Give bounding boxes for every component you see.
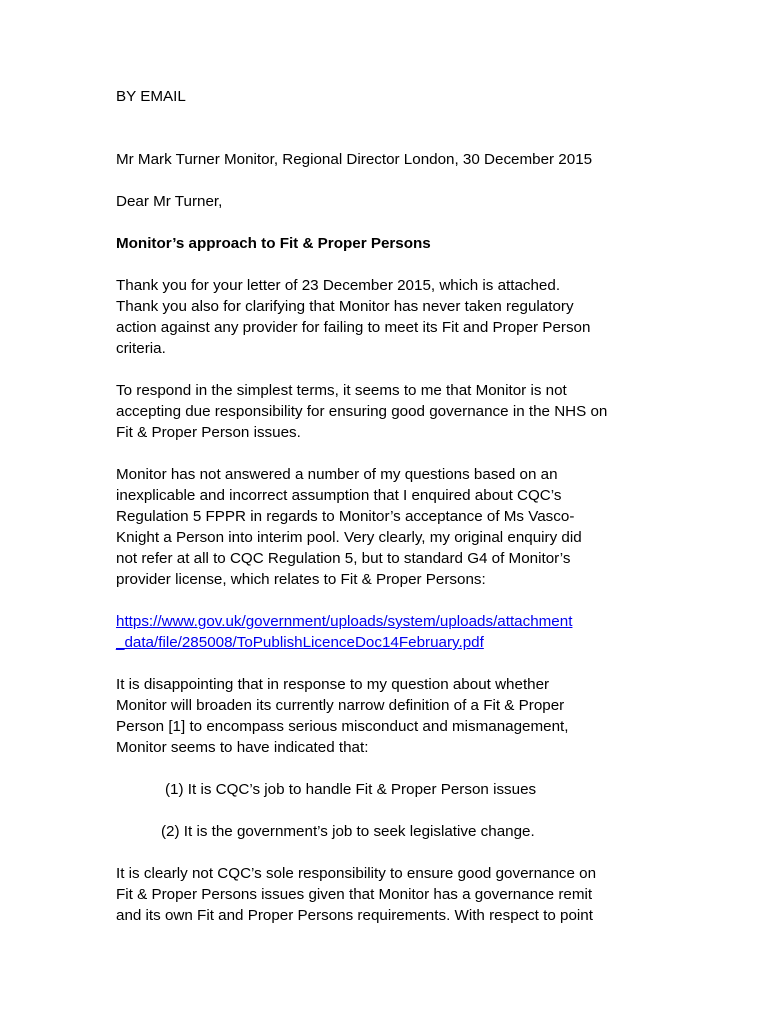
paragraph-line: To respond in the simplest terms, it seems to me that Monitor is not xyxy=(116,382,567,399)
paragraph-1 xyxy=(116,275,656,359)
list-item: (1) It is CQC’s job to handle Fit & Proper Person issues xyxy=(165,781,537,798)
list-item: (2) It is the government’s job to seek legislative change. xyxy=(161,823,535,840)
paragraph-line: Regulation 5 FPPR in regards to Monitor’s acceptance of Ms Vasco- xyxy=(116,508,575,525)
link-line[interactable]: https://www.gov.uk/government/uploads/system/uploads/attachment xyxy=(116,613,573,630)
subject-line: Monitor’s approach to Fit & Proper Persons xyxy=(116,235,431,252)
paragraph-line: accepting due responsibility for ensuring good governance in the NHS on xyxy=(116,403,608,420)
by-email-heading: BY EMAIL xyxy=(116,88,186,105)
paragraph-4 xyxy=(116,674,656,758)
paragraph-line: Monitor seems to have indicated that: xyxy=(116,739,369,756)
paragraph-line: Thank you for your letter of 23 December 2015, which is attached. xyxy=(116,277,561,294)
paragraph-line: Monitor will broaden its currently narrow definition of a Fit & Proper xyxy=(116,697,565,714)
paragraph-5 xyxy=(116,863,656,926)
paragraph-2 xyxy=(116,380,656,443)
letter-body xyxy=(116,86,656,926)
paragraph-line: action against any provider for failing to meet its Fit and Proper Person xyxy=(116,319,591,336)
licence-document-link[interactable] xyxy=(116,611,656,653)
paragraph-line: inexplicable and incorrect assumption that I enquired about CQC’s xyxy=(116,487,562,504)
link-line[interactable]: _data/file/285008/ToPublishLicenceDoc14February.pdf xyxy=(116,634,484,651)
paragraph-line: provider license, which relates to Fit & Proper Persons: xyxy=(116,571,486,588)
paragraph-line: Fit & Proper Person issues. xyxy=(116,424,301,441)
paragraph-line: Thank you also for clarifying that Monitor has never taken regulatory xyxy=(116,298,574,315)
paragraph-line: Monitor has not answered a number of my questions based on an xyxy=(116,466,558,483)
paragraph-line: criteria. xyxy=(116,340,166,357)
recipient-line: Mr Mark Turner Monitor, Regional Director London, 30 December 2015 xyxy=(116,151,593,168)
paragraph-line: not refer at all to CQC Regulation 5, but to standard G4 of Monitor’s xyxy=(116,550,571,567)
paragraph-line: Person [1] to encompass serious misconduct and mismanagement, xyxy=(116,718,569,735)
paragraph-line: Fit & Proper Persons issues given that Monitor has a governance remit xyxy=(116,886,593,903)
paragraph-line: It is clearly not CQC’s sole responsibility to ensure good governance on xyxy=(116,865,597,882)
paragraph-3 xyxy=(116,464,656,590)
paragraph-line: Knight a Person into interim pool. Very clearly, my original enquiry did xyxy=(116,529,582,546)
salutation: Dear Mr Turner, xyxy=(116,193,223,210)
paragraph-line: and its own Fit and Proper Persons requirements. With respect to point xyxy=(116,907,593,924)
paragraph-line: It is disappointing that in response to my question about whether xyxy=(116,676,550,693)
